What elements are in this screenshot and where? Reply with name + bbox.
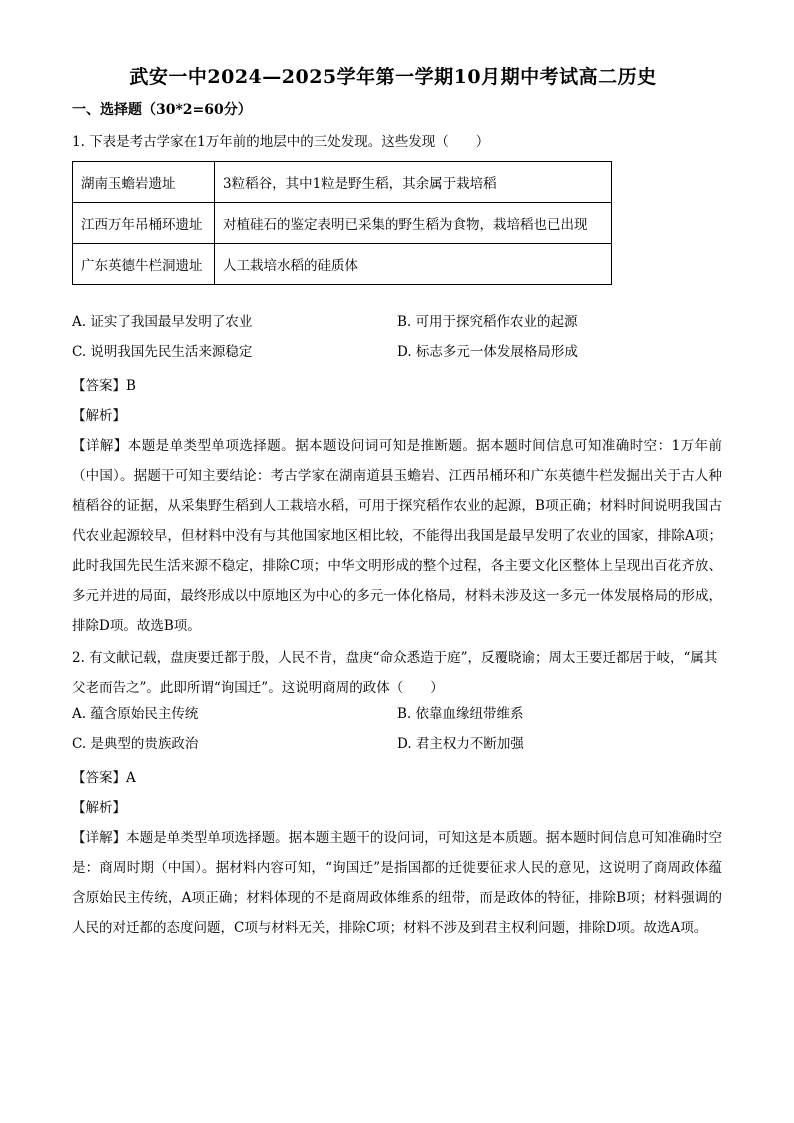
table-row xyxy=(73,162,612,203)
section-heading: 一、选择题（30*2=60分） xyxy=(72,102,252,118)
table-cell-site: 湖南玉蟾岩遗址 xyxy=(73,162,215,203)
page-title: 武安一中2024—2025学年第一学期10月期中考试高二历史 xyxy=(129,66,657,88)
table-cell-finding: 3粒稻谷，其中1粒是野生稻，其余属于栽培稻 xyxy=(215,162,612,203)
option-d: D. 标志多元一体发展格局形成 xyxy=(397,344,578,360)
question-2-stem: 2. 有文献记载，盘庚要迁都于殷，人民不肯，盘庚“命众悉造于庭”，反覆晓谕；周太王要迁都居于岐，“属其父老而告之”。此即所谓“询国迁”。这说明商周的政体（ ） xyxy=(72,650,718,696)
option-a: A. 证实了我国最早发明了农业 xyxy=(72,314,253,330)
table-cell-site: 江西万年吊桶环遗址 xyxy=(73,203,215,244)
question-2 xyxy=(72,643,722,943)
option-b: B. 依靠血缘纽带维系 xyxy=(397,706,524,722)
detail-text: 【详解】本题是单类型单项选择题。据本题设问词可知是推断题。据本题时间信息可知准确时空：1万年前（中国）。据题干可知主要结论：考古学家在湖南道县玉蟾岩、江西吊桶环和广东英德牛栏发掘出关于古人种植稻谷的证据，从采集野生稻到人工栽培水稻，可用于探究稻作农业的起源，B项正确；材料时间说明我国古代农业起源较早，但材料中没有与其他国家地区相比较，不能得出我国是最早发明了农业的国家，排除A项；此时我国先民生活来源不稳定，排除C项；中华文明形成的整个过程，各主要文化区整体上呈现出百花齐放、多元并进的局面，最终形成以中原地区为中心的多元一体化格局，材料未涉及这一多元一体发展格局的形成，排除D项。故选B项。 xyxy=(72,438,722,634)
question-1-table xyxy=(72,161,612,285)
answer-label: 【答案】A xyxy=(72,770,136,786)
analysis-label: 【解析】 xyxy=(72,800,126,816)
option-d: D. 君主权力不断加强 xyxy=(397,736,524,752)
option-a: A. 蕴含原始民主传统 xyxy=(72,706,199,722)
answer-label: 【答案】B xyxy=(72,378,136,394)
option-b: B. 可用于探究稻作农业的起源 xyxy=(397,314,578,330)
table-cell-finding: 对植硅石的鉴定表明已采集的野生稻为食物，栽培稻也已出现 xyxy=(215,203,612,244)
exam-page xyxy=(72,62,722,943)
question-1 xyxy=(72,131,722,641)
analysis-label: 【解析】 xyxy=(72,408,126,424)
option-c: C. 是典型的贵族政治 xyxy=(72,736,199,752)
table-cell-site: 广东英德牛栏洞遗址 xyxy=(73,244,215,285)
table-row xyxy=(73,203,612,244)
question-2-options xyxy=(72,703,722,755)
option-c: C. 说明我国先民生活来源稳定 xyxy=(72,344,253,360)
question-1-options xyxy=(72,311,722,363)
table-row xyxy=(73,244,612,285)
table-cell-finding: 人工栽培水稻的硅质体 xyxy=(215,244,612,285)
detail-text: 【详解】本题是单类型单项选择题。据本题主题干的设问词，可知这是本质题。据本题时间信息可知准确时空是：商周时期（中国）。据材料内容可知，“询国迁”是指国都的迁徙要征求人民的意见，这说明了商周政体蕴含原始民主传统，A项正确；材料体现的不是商周政体维系的纽带，而是政体的特征，排除B项；材料强调的人民的对迁都的态度问题，C项与材料无关，排除C项；材料不涉及到君主权利问题，排除D项。故选A项。 xyxy=(72,830,722,936)
question-1-stem: 1. 下表是考古学家在1万年前的地层中的三处发现。这些发现（ ） xyxy=(72,134,490,150)
